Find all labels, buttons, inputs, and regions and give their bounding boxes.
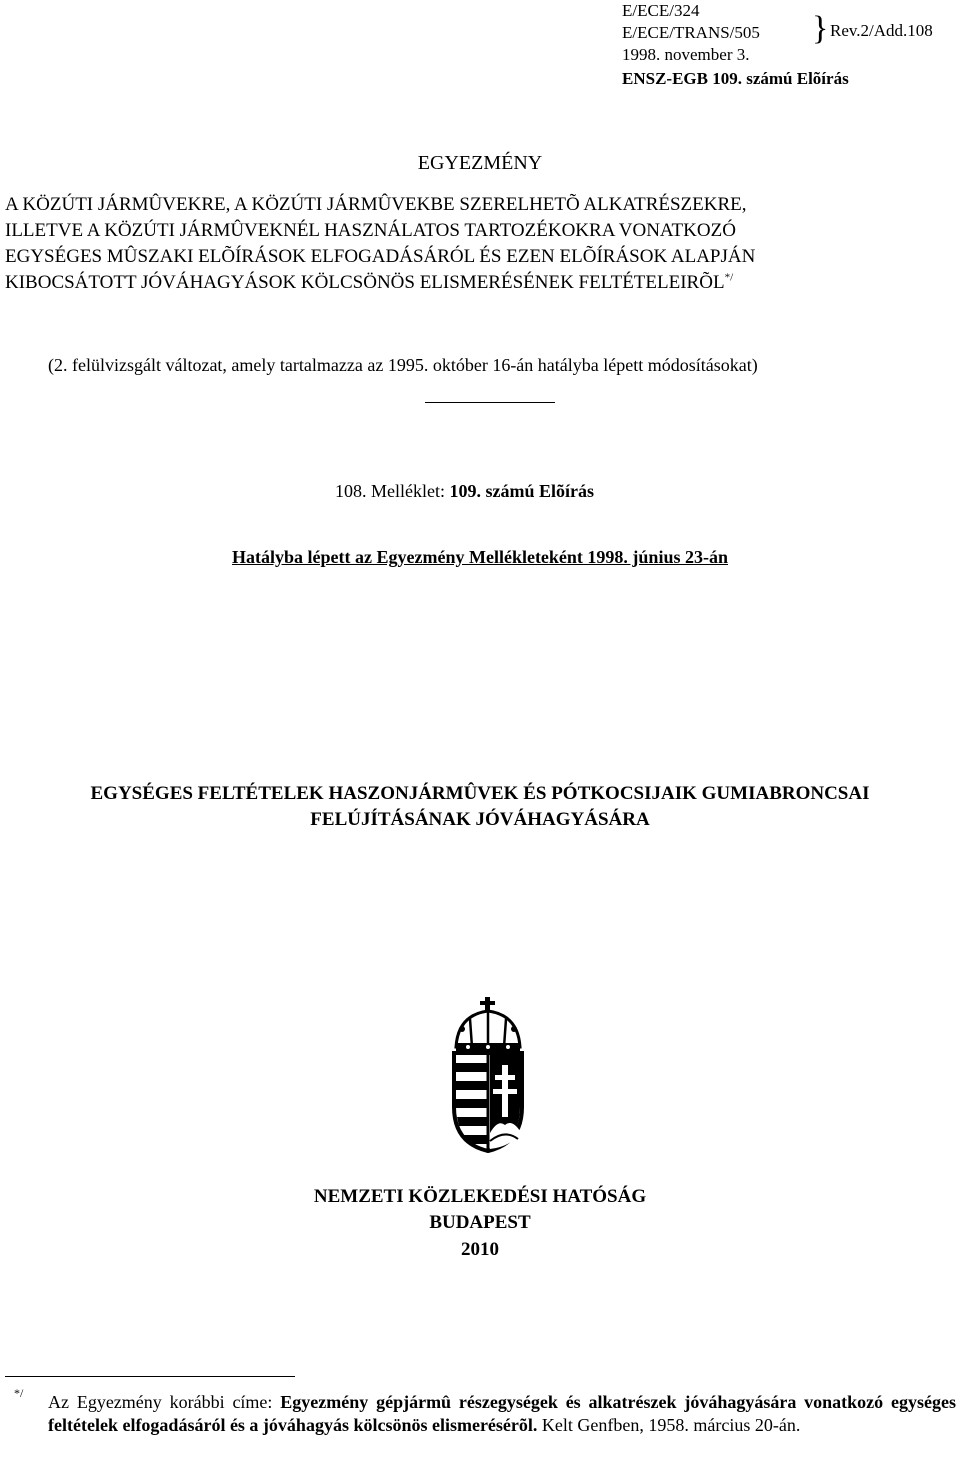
agreement-title-line-2: ILLETVE A KÖZÚTI JÁRMÛVEKNÉL HASZNÁLATOS TARTOZÉKOKRA VONATKOZÓ [5, 220, 736, 241]
agreement-full-title [5, 192, 955, 296]
publisher-name: NEMZETI KÖZLEKEDÉSI HATÓSÁG [313, 1186, 647, 1207]
agreement-title-line-3: EGYSÉGES MÛSZAKI ELÕÍRÁSOK ELFOGADÁSÁRÓL ÉS EZEN ELÕÍRÁSOK ALAPJÁN [5, 246, 756, 267]
footnote-text [48, 1391, 956, 1437]
footnote-rule [5, 1376, 295, 1377]
annex-heading [335, 479, 594, 503]
brace-symbol: } [812, 10, 829, 47]
footnote-lead: Az Egyezmény korábbi címe: [48, 1392, 281, 1412]
revision-note: (2. felülvizsgált változat, amely tartalmazza az 1995. október 16-án hatályba lépett módosításokat) [48, 355, 758, 375]
subject-line-1: EGYSÉGES FELTÉTELEK HASZONJÁRMÛVEK ÉS PÓTKOCSIJAIK GUMIABRONCSAI [90, 783, 870, 804]
coat-of-arms-icon [448, 995, 528, 1155]
subject-line-2: FELÚJÍTÁSÁNAK JÓVÁHAGYÁSÁRA [310, 809, 650, 830]
doc-date: 1998. november 3. [622, 45, 750, 64]
agreement-title: EGYEZMÉNY [417, 152, 543, 174]
doc-revision: Rev.2/Add.108 [830, 21, 933, 40]
footnote-mark: */ [14, 1386, 24, 1400]
separator-line [425, 402, 555, 403]
annex-number: 108. Melléklet: [335, 481, 450, 501]
publication-year: 2010 [461, 1239, 499, 1260]
footnote-tail: Kelt Genfben, 1958. március 20-án. [537, 1415, 801, 1435]
footnote-former-title: Egyezmény gépjármû részegységek és alkatrészek jóváhagyására vonatkozó egységes feltételek elfogadásáról és a jóváhagyás kölcsönös elismerésérõl. [48, 1392, 956, 1435]
doc-ref-1: E/ECE/324 [622, 1, 700, 20]
annex-regulation: 109. számú Elõírás [449, 481, 594, 501]
doc-ref-2: E/ECE/TRANS/505 [622, 23, 760, 42]
agreement-title-line-1: A KÖZÚTI JÁRMÛVEKRE, A KÖZÚTI JÁRMÛVEKBE SZERELHETÕ ALKATRÉSZEKRE, [5, 194, 747, 215]
agreement-title-line-4-text: KIBOCSÁTOTT JÓVÁHAGYÁSOK KÖLCSÖNÖS ELISMERÉSÉNEK FELTÉTELEIRÕL [5, 272, 725, 293]
entry-into-force: Hatályba lépett az Egyezmény Mellékleteként 1998. június 23-án [232, 547, 728, 567]
agreement-title-line-4 [5, 270, 955, 296]
doc-regulation: ENSZ-EGB 109. számú Elõírás [622, 69, 849, 88]
footnote-reference: */ [724, 271, 734, 284]
publisher-city: BUDAPEST [429, 1212, 531, 1233]
